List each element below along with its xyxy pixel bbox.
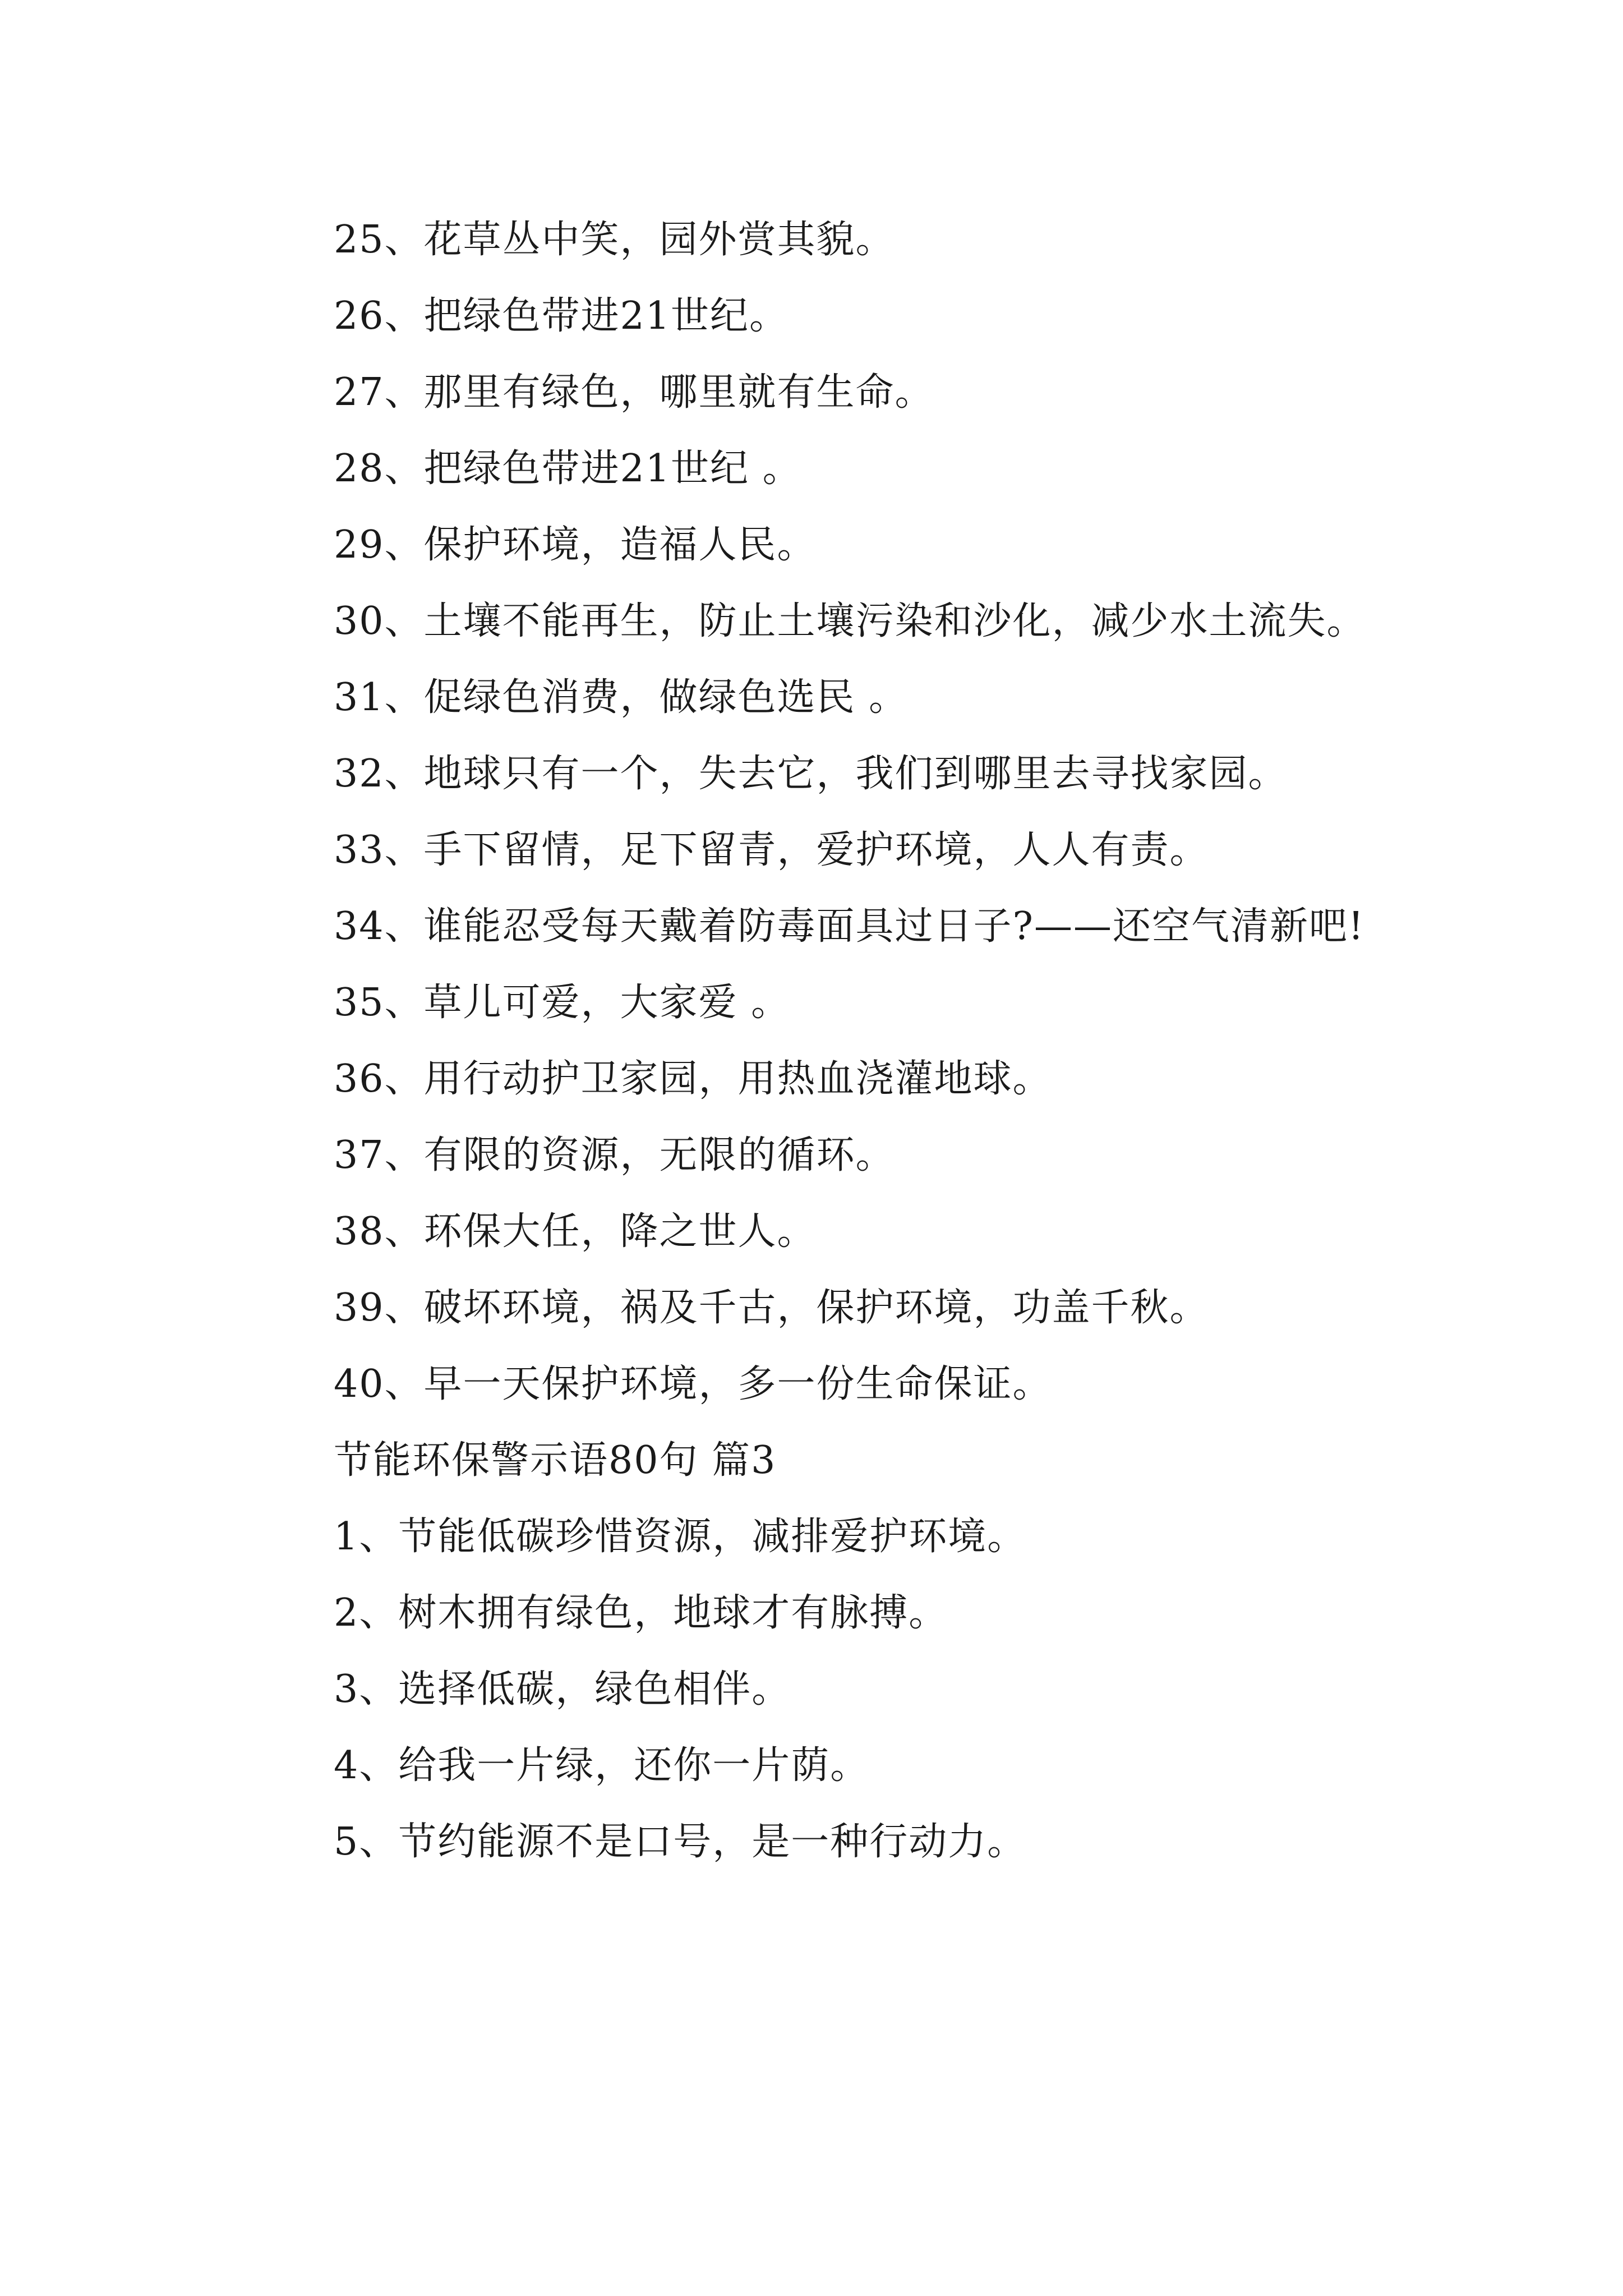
list-item: 39、破坏环境，祸及千古，保护环境，功盖千秋。 [334,1286,1209,1330]
section-heading: 节能环保警示语80句 篇3 [334,1438,777,1483]
list-item: 3、选择低碳，绿色相伴。 [334,1667,791,1711]
list-item: 35、草儿可爱，大家爱 。 [334,981,791,1025]
list-item: 2、树木拥有绿色，地球才有脉搏。 [334,1591,948,1635]
list-item: 38、环保大任，降之世人。 [334,1209,817,1254]
list-item: 1、节能低碳珍惜资源，减排爱护环境。 [334,1515,1027,1559]
list-item: 28、把绿色带进21世纪 。 [334,447,802,491]
list-item: 31、促绿色消费，做绿色选民 。 [334,675,909,720]
list-item: 40、早一天保护环境，多一份生命保证。 [334,1362,1052,1406]
list-item: 4、给我一片绿，还你一片荫。 [334,1743,870,1788]
list-item: 29、保护环境，造福人民。 [334,523,817,567]
list-item: 34、谁能忍受每天戴着防毒面具过日子?——还空气清新吧! [334,904,1365,949]
list-item: 27、那里有绿色，哪里就有生命。 [334,370,934,415]
list-item: 25、花草丛中笑，园外赏其貌。 [334,218,895,262]
list-item: 33、手下留情，足下留青，爱护环境，人人有责。 [334,828,1209,872]
list-item: 36、用行动护卫家园，用热血浇灌地球。 [334,1057,1052,1101]
list-item: 26、把绿色带进21世纪。 [334,294,789,338]
list-item: 30、土壤不能再生，防止土壤污染和沙化，减少水土流失。 [334,599,1366,643]
document-body [247,202,1413,1880]
list-item: 32、地球只有一个，失去它，我们到哪里去寻找家园。 [334,752,1288,796]
list-item: 37、有限的资源，无限的循环。 [334,1133,895,1177]
list-item: 5、节约能源不是口号，是一种行动力。 [334,1820,1027,1864]
